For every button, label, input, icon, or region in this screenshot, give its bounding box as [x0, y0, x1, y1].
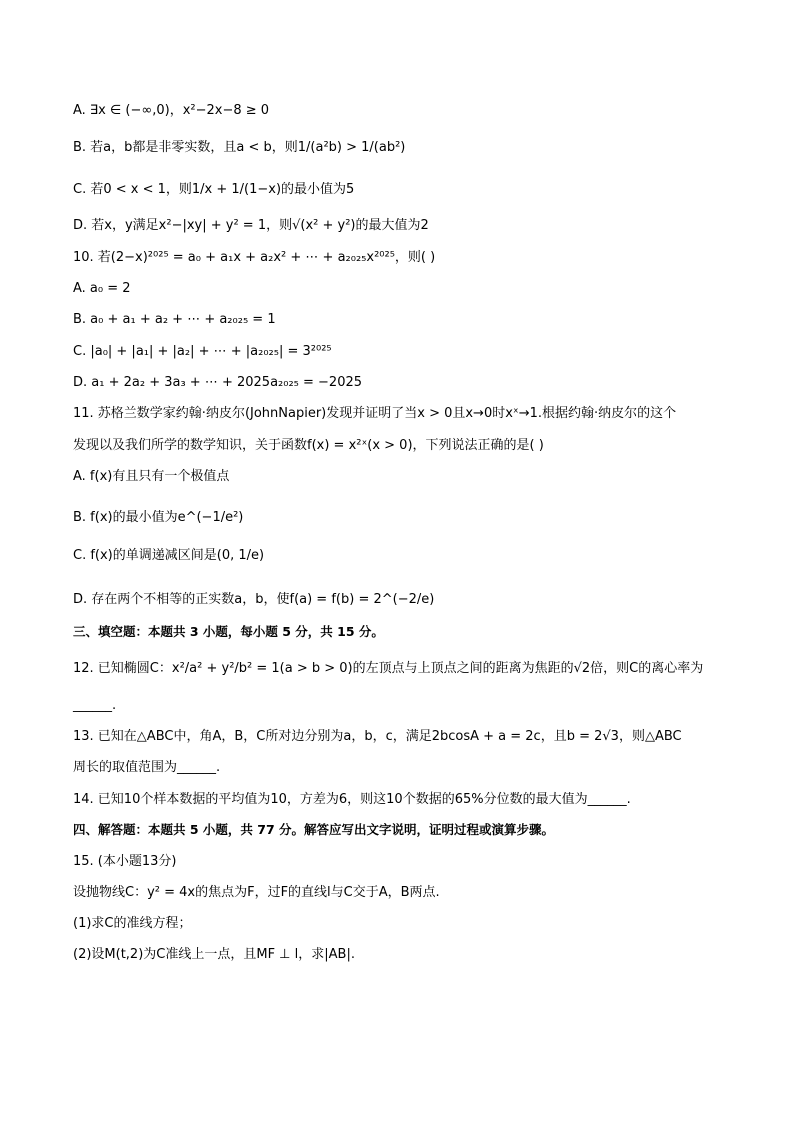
q15-stem: 设抛物线C：y² = 4x的焦点为F，过F的直线l与C交于A，B两点. [73, 885, 440, 900]
q10-option-c: C. |a₀| + |a₁| + |a₂| + ⋯ + |a₂₀₂₅| = 3²⁰²⁵ [73, 344, 332, 359]
q9-option-a: A. ∃x ∈ (−∞,0)，x²−2x−8 ≥ 0 [73, 103, 270, 118]
q10-option-a: A. a₀ = 2 [73, 281, 131, 296]
section-answer-heading: 四、解答题：本题共 5 小题，共 77 分。解答应写出文字说明，证明过程或演算步骤。 [73, 822, 555, 837]
q11-option-c: C. f(x)的单调递减区间是(0, 1/e) [73, 548, 265, 563]
q14-stem: 14. 已知10个样本数据的平均值为10，方差为6，则这10个数据的65%分位数的最大值为______. [73, 792, 631, 807]
q10-option-d: D. a₁ + 2a₂ + 3a₃ + ⋯ + 2025a₂₀₂₅ = −2025 [73, 375, 363, 390]
q15-part-1: (1)求C的准线方程； [73, 916, 192, 931]
q9-option-c: C. 若0 < x < 1，则1/x + 1/(1−x)的最小值为5 [73, 182, 355, 197]
q15-part-2: (2)设M(t,2)为C准线上一点，且MF ⊥ l，求|AB|. [73, 947, 355, 962]
q11-option-b: B. f(x)的最小值为e^(−1/e²) [73, 510, 244, 525]
q13-stem-line2: 周长的取值范围为______. [73, 760, 221, 775]
q15-title: 15. (本小题13分) [73, 854, 177, 869]
q10-stem: 10. 若(2−x)²⁰²⁵ = a₀ + a₁x + a₂x² + ⋯ + a₂₀₂₅x²⁰²⁵，则( ) [73, 250, 436, 265]
q9-option-b: B. 若a，b都是非零实数，且a < b，则1/(a²b) > 1/(ab²) [73, 140, 406, 155]
q13-stem-line1: 13. 已知在△ABC中，角A，B，C所对边分别为a，b，c，满足2bcosA + a = 2c，且b = 2√3，则△ABC [73, 729, 682, 744]
q11-option-d: D. 存在两个不相等的正实数a，b，使f(a) = f(b) = 2^(−2/e) [73, 592, 435, 607]
q12-stem-line1: 12. 已知椭圆C：x²/a² + y²/b² = 1(a > b > 0)的左顶点与上顶点之间的距离为焦距的√2倍，则C的离心率为 [73, 661, 704, 676]
section-fill-in-heading: 三、填空题：本题共 3 小题，每小题 5 分，共 15 分。 [73, 624, 384, 639]
q11-stem-line2: 发现以及我们所学的数学知识，关于函数f(x) = x²ˣ(x > 0)，下列说法正确的是( ) [73, 438, 544, 453]
q9-option-d: D. 若x，y满足x²−|xy| + y² = 1，则√(x² + y²)的最大值为2 [73, 218, 429, 233]
q10-option-b: B. a₀ + a₁ + a₂ + ⋯ + a₂₀₂₅ = 1 [73, 312, 276, 327]
q11-option-a: A. f(x)有且只有一个极值点 [73, 469, 230, 484]
q12-stem-line2: ______. [73, 698, 117, 713]
q11-stem-line1: 11. 苏格兰数学家约翰·纳皮尔(JohnNapier)发现并证明了当x > 0且x→0时xˣ→1.根据约翰·纳皮尔的这个 [73, 406, 677, 421]
